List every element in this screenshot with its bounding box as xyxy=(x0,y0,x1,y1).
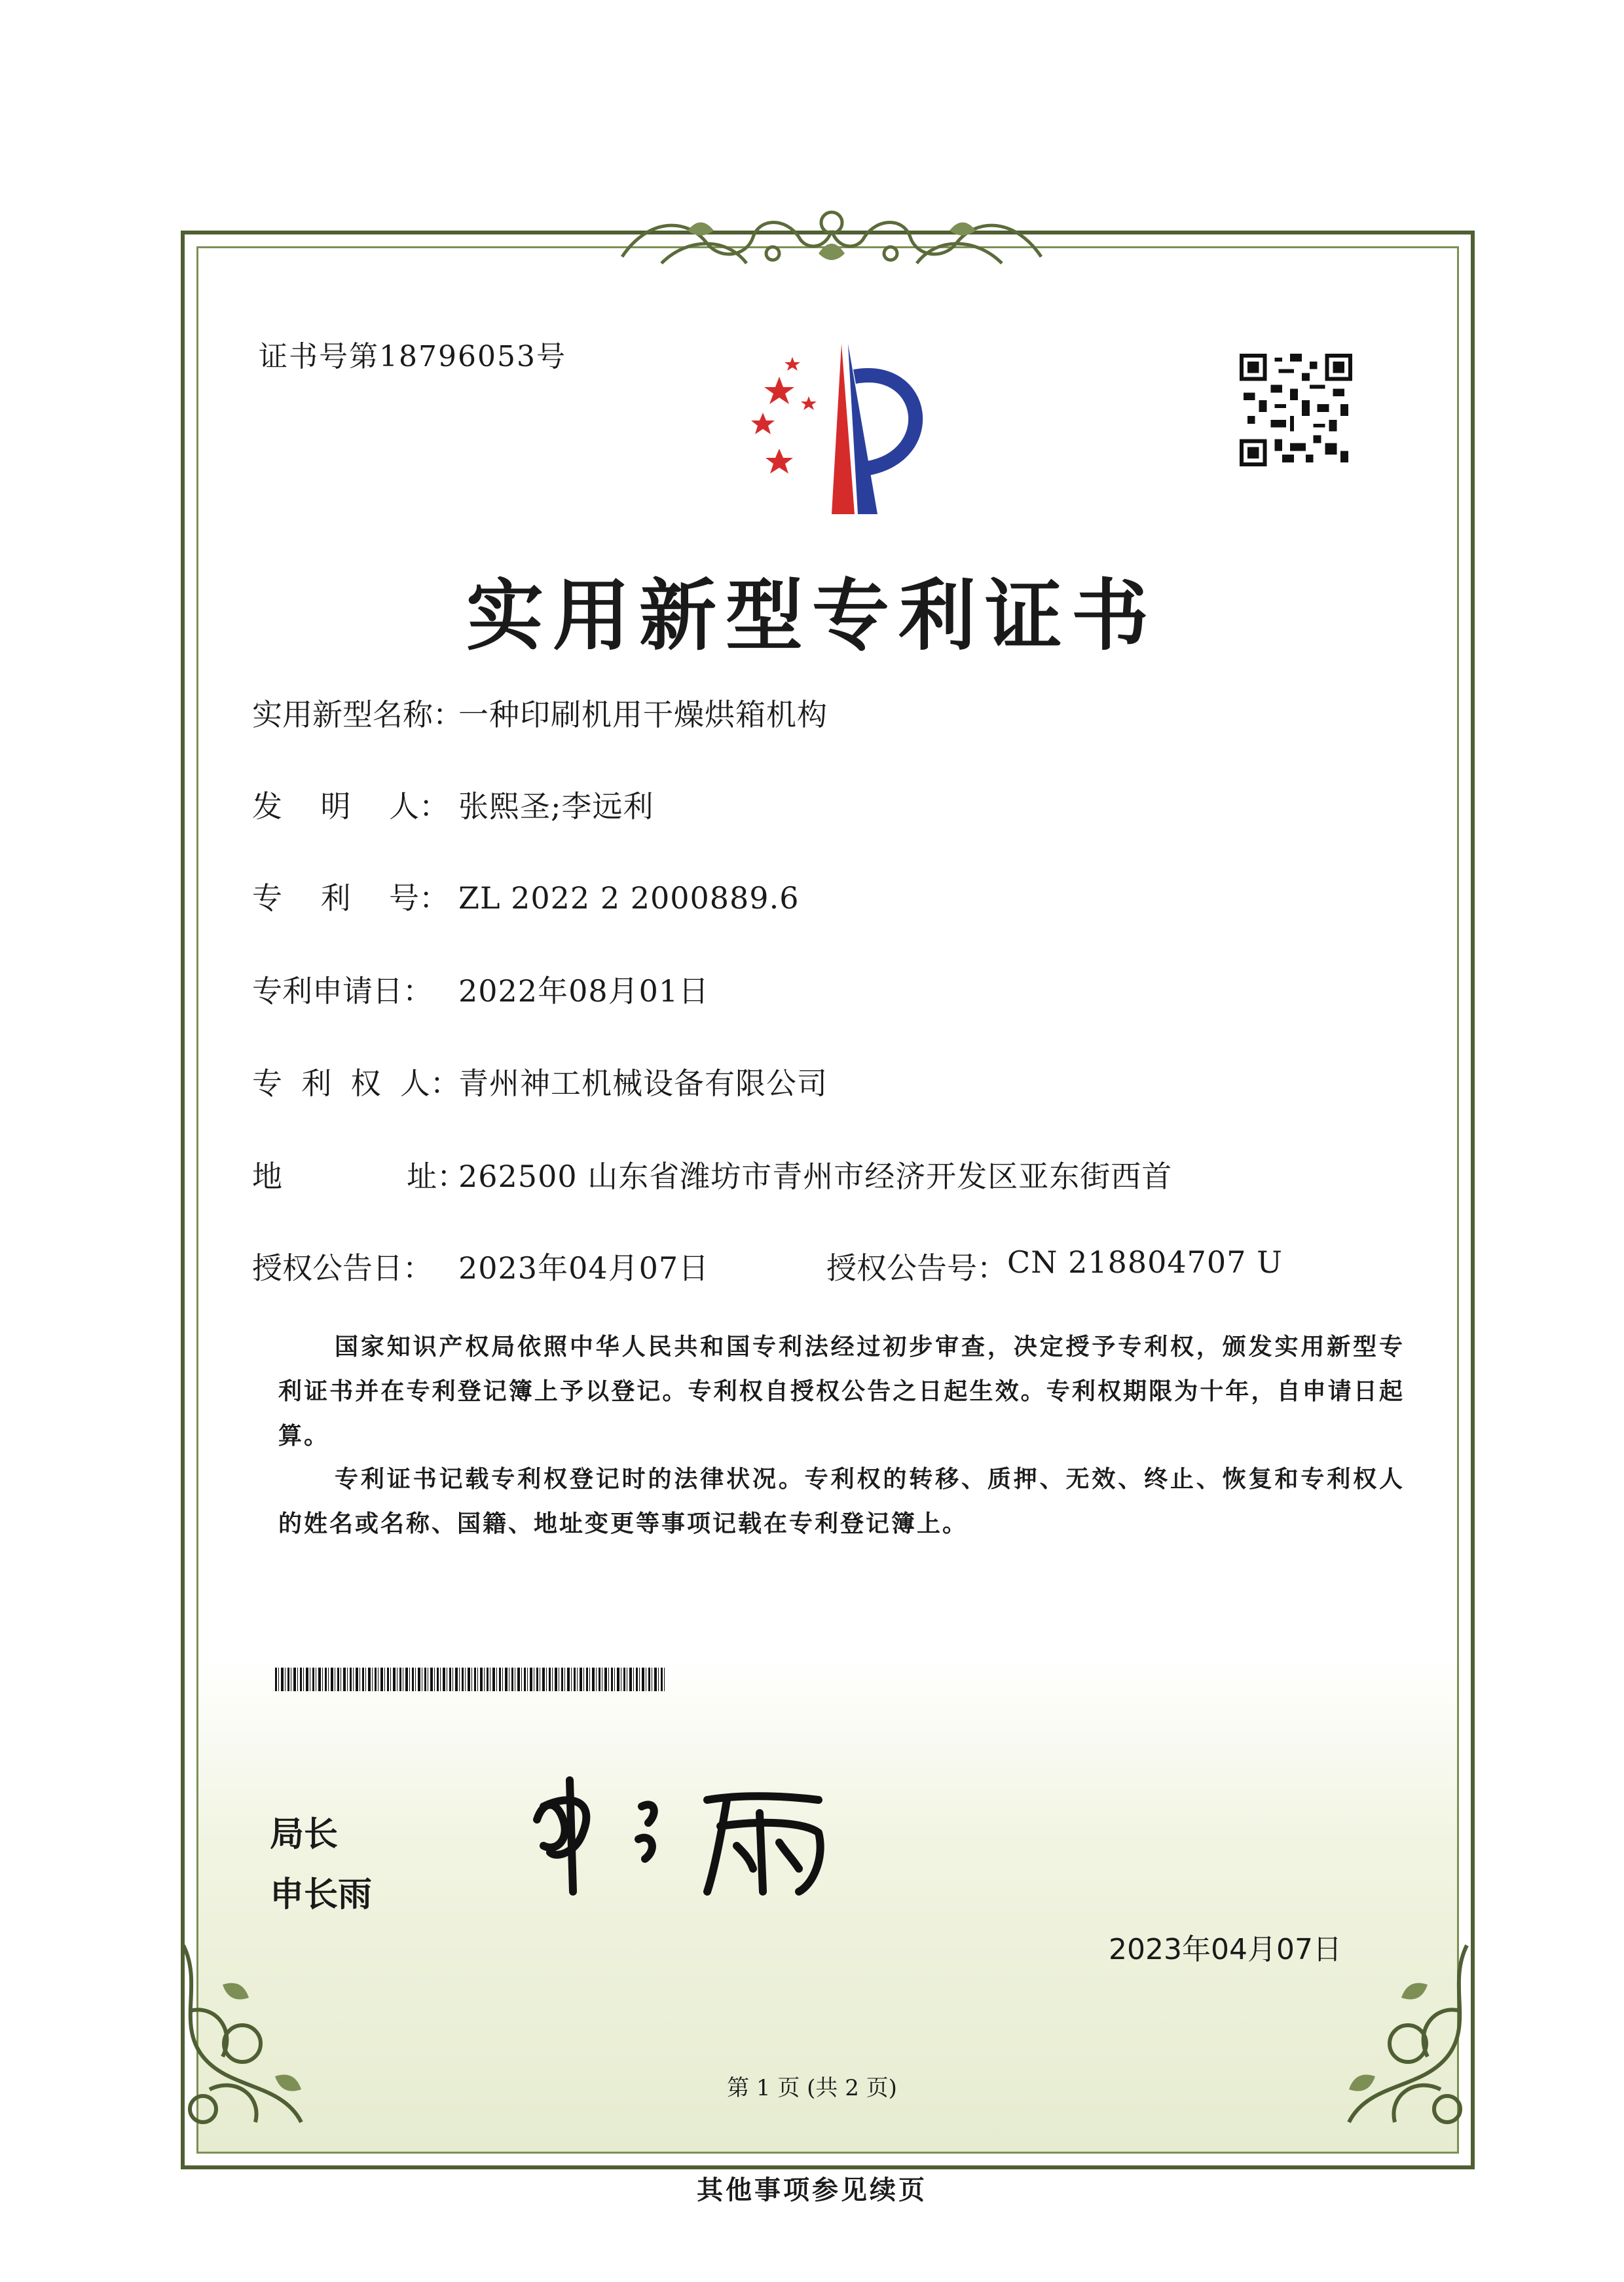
director-signature xyxy=(517,1761,845,1905)
director-name: 申长雨 xyxy=(270,1875,373,1915)
field-grant-announcement-date xyxy=(252,1244,709,1288)
field-patent-number xyxy=(252,874,799,918)
field-label: 专利申请日： xyxy=(252,973,433,1009)
field-utility-model-name xyxy=(252,691,828,734)
top-ornament xyxy=(609,191,1054,276)
field-value: 张熙圣;李远利 xyxy=(458,789,654,824)
field-label: 专 利 权 人： xyxy=(252,1066,460,1101)
field-grant-publication-number xyxy=(826,1244,1283,1288)
field-label: 地 址： xyxy=(252,1159,468,1194)
field-label: 授权公告号： xyxy=(826,1250,1007,1286)
field-label: 发 明 人： xyxy=(252,789,449,824)
certificate-number: 证书号第18796053号 xyxy=(259,340,566,373)
issue-date: 2023年04月07日 xyxy=(1109,1933,1342,1966)
field-patentee xyxy=(252,1060,828,1103)
barcode xyxy=(275,1668,667,1691)
legal-paragraph-2: 专利证书记载专利权登记时的法律状况。专利权的转移、质押、无效、终止、恢复和专利权人的姓名或名称、国籍、地址变更等事项记载在专利登记簿上。 xyxy=(278,1465,1405,1537)
director-title: 局长 xyxy=(270,1815,339,1854)
certificate-title: 实用新型专利证书 xyxy=(466,570,1158,661)
field-value: 青州神工机械设备有限公司 xyxy=(458,1066,828,1101)
qr-code-icon xyxy=(1240,354,1352,466)
field-application-date xyxy=(252,967,709,1011)
field-label: 实用新型名称： xyxy=(252,697,463,732)
page-indicator: 第 1 页 (共 2 页) xyxy=(727,2075,897,2101)
field-address xyxy=(252,1153,1172,1196)
footer-note: 其他事项参见续页 xyxy=(697,2175,927,2205)
field-value: CN 218804707 U xyxy=(1007,1244,1283,1280)
field-value: ZL 2022 2 2000889.6 xyxy=(458,880,800,916)
field-value: 262500 山东省潍坊市青州市经济开发区亚东街西首 xyxy=(458,1159,1173,1194)
corner-ornament-bottom-left xyxy=(164,1932,347,2155)
field-label: 专 利 号： xyxy=(252,880,449,916)
field-value: 2022年08月01日 xyxy=(458,973,710,1009)
field-label: 授权公告日： xyxy=(252,1250,433,1286)
cnipa-emblem-icon xyxy=(717,337,940,521)
field-inventor xyxy=(252,783,654,826)
field-value: 2023年04月07日 xyxy=(458,1250,710,1286)
legal-paragraph-1: 国家知识产权局依照中华人民共和国专利法经过初步审查，决定授予专利权，颁发实用新型专利证书并在专利登记簿上予以登记。专利权自授权公告之日起生效。专利权期限为十年，自申请日起算。 xyxy=(278,1333,1405,1450)
field-value: 一种印刷机用干燥烘箱机构 xyxy=(458,697,828,732)
